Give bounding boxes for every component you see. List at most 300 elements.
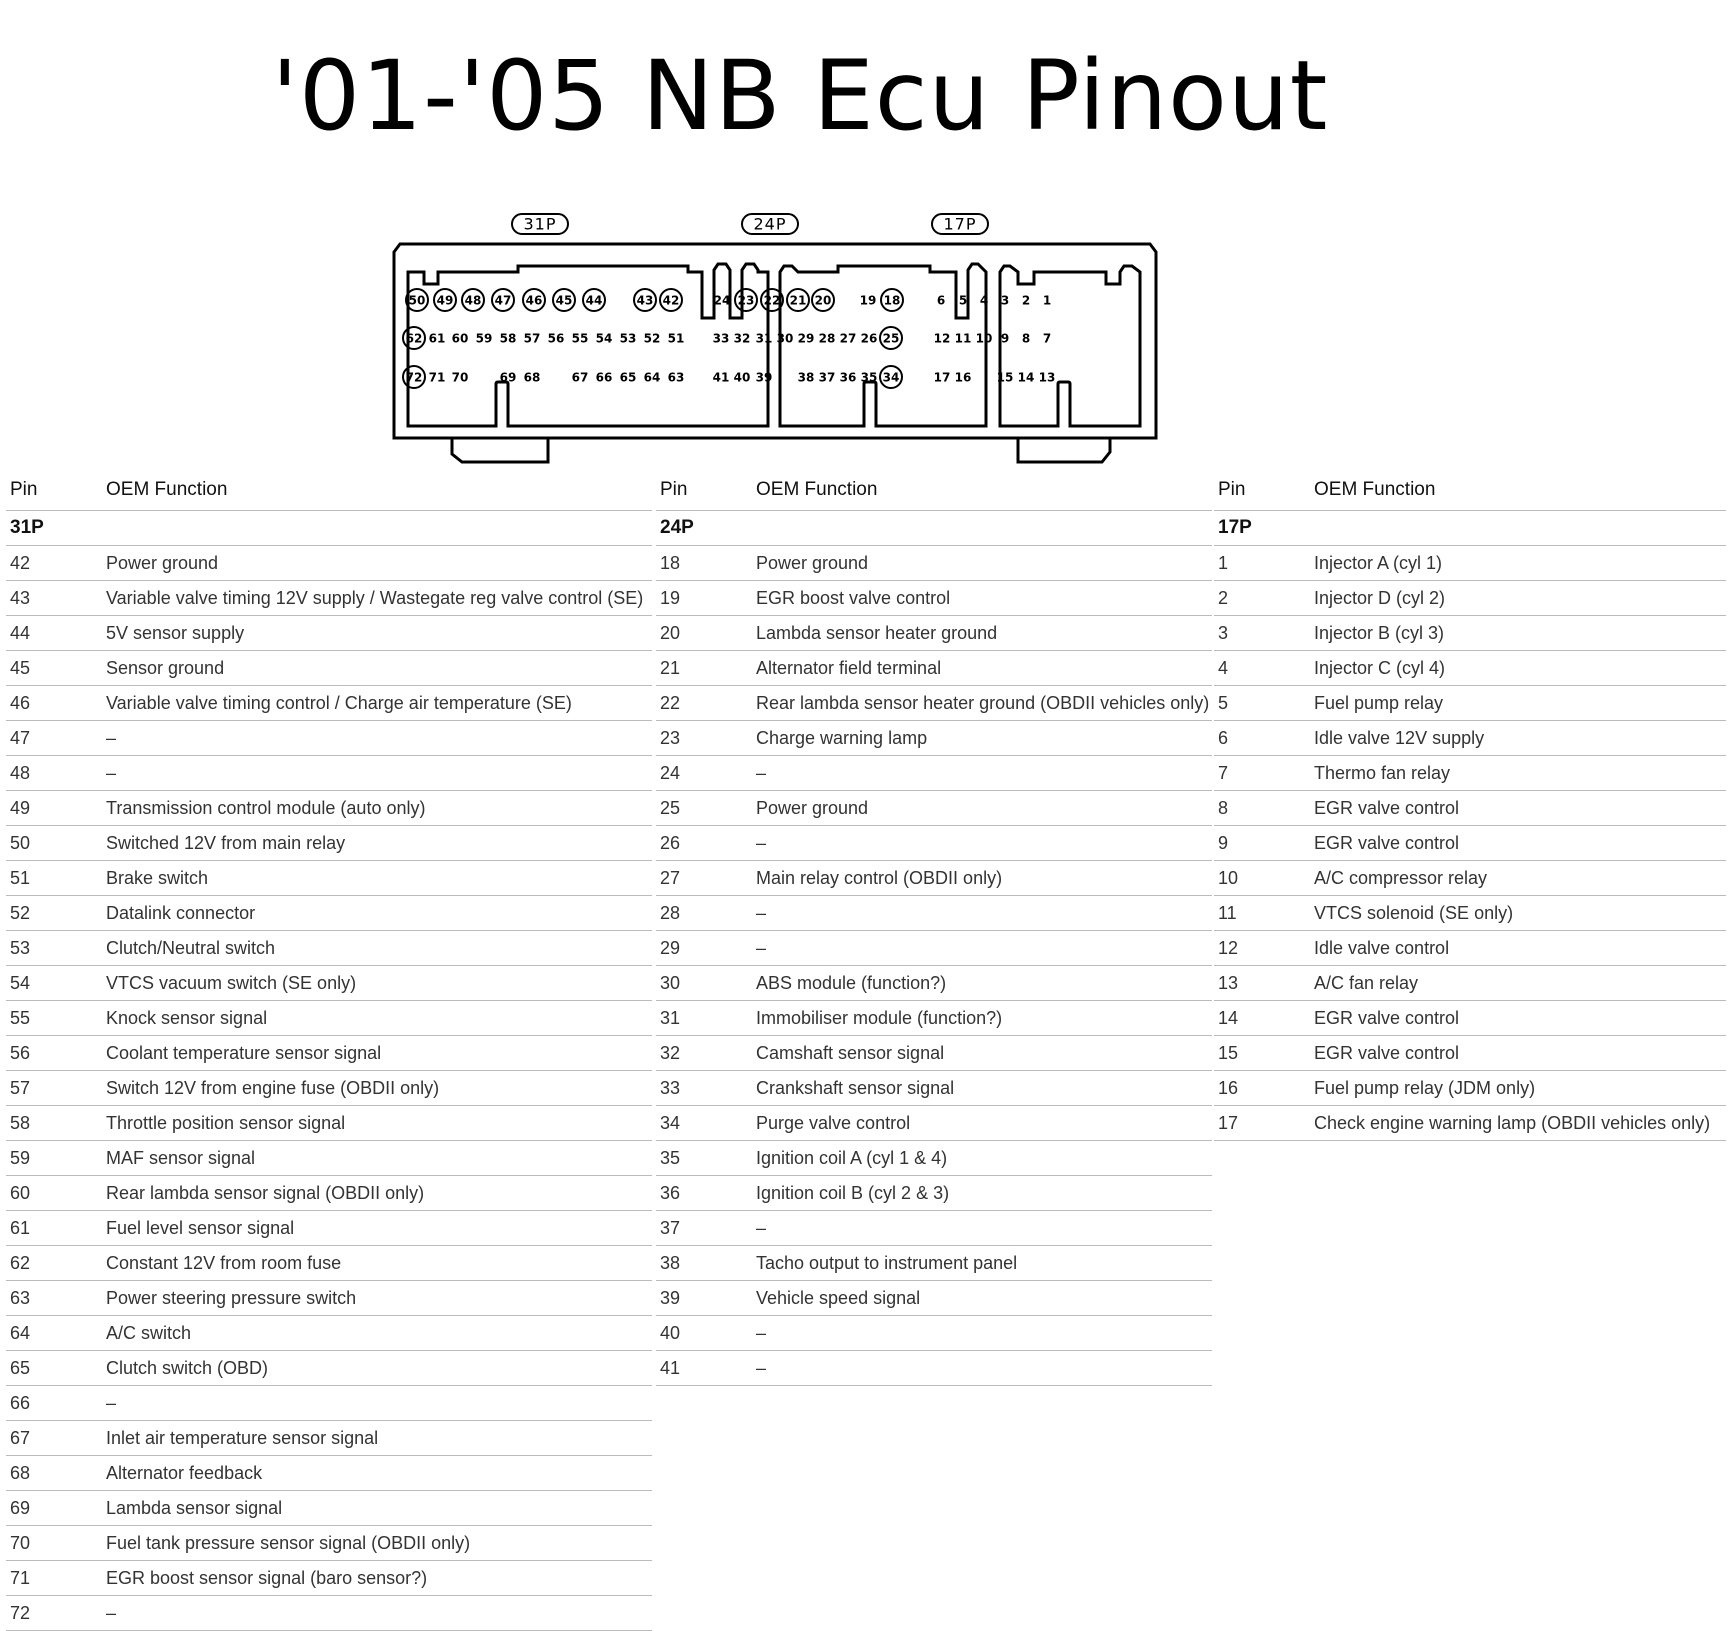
group-row <box>1214 511 1726 546</box>
page-title: '01-'05 NB Ecu Pinout <box>271 40 1329 152</box>
table-row <box>6 686 652 721</box>
pin-function: MAF sensor signal <box>106 1147 256 1168</box>
pin-14 <box>1018 371 1035 385</box>
table-row <box>6 721 652 756</box>
pin-number: 52 <box>10 902 31 923</box>
pin-number-label: 19 <box>859 293 877 308</box>
pin-number-label: 55 <box>571 331 589 346</box>
table-row <box>6 1351 652 1386</box>
pin-number-label: 53 <box>619 331 637 346</box>
table-row <box>656 651 1212 686</box>
table-row <box>1214 931 1726 966</box>
pin-function: Lambda sensor heater ground <box>756 622 998 643</box>
pin-number: 11 <box>1218 902 1237 923</box>
pin-number: 5 <box>1218 692 1229 713</box>
pin-number-label: 14 <box>1017 370 1035 385</box>
pin-number-label: 27 <box>839 331 857 346</box>
table-row <box>656 581 1212 616</box>
table-row <box>6 791 652 826</box>
pin-number-label: 35 <box>860 370 878 385</box>
table-row <box>656 1071 1212 1106</box>
pin-35 <box>861 371 878 385</box>
table-row <box>656 686 1212 721</box>
pin-number-label: 30 <box>776 331 794 346</box>
pin-function: Variable valve timing 12V supply / Wastegate reg valve control (SE) <box>106 587 644 608</box>
pin-number-label: 44 <box>585 293 603 308</box>
pin-5 <box>959 294 967 308</box>
pin-function: VTCS solenoid (SE only) <box>1314 902 1514 923</box>
pin-number: 69 <box>10 1497 31 1518</box>
pin-function: Charge warning lamp <box>756 727 928 748</box>
pin-number: 42 <box>10 552 31 573</box>
table-row <box>6 1561 652 1596</box>
pin-function: Coolant temperature sensor signal <box>106 1042 382 1063</box>
pin-function: Camshaft sensor signal <box>756 1042 945 1063</box>
table-row <box>656 791 1212 826</box>
table-row <box>6 1071 652 1106</box>
mount-tab-left <box>452 438 548 462</box>
table-row <box>656 1211 1212 1246</box>
pin-number: 7 <box>1218 762 1229 783</box>
pin-function: Ignition coil B (cyl 2 & 3) <box>756 1182 950 1203</box>
pin-number-label: 25 <box>882 331 900 346</box>
table-row <box>656 721 1212 756</box>
connector-labels <box>512 214 988 234</box>
pin-number: 65 <box>10 1357 31 1378</box>
table-row <box>6 1421 652 1456</box>
pin-number-label: 54 <box>595 331 613 346</box>
pin-function: Power ground <box>106 552 219 573</box>
table-row <box>6 896 652 931</box>
pin-function: 5V sensor supply <box>106 622 245 643</box>
pin-number: 34 <box>660 1112 681 1133</box>
pin-number: 43 <box>10 587 31 608</box>
table-row <box>6 546 652 581</box>
pin-number-label: 29 <box>797 331 815 346</box>
table-17p <box>1214 470 1726 1141</box>
pin-function: EGR valve control <box>1314 1007 1460 1028</box>
pin-number-label: 31 <box>755 331 773 346</box>
pin-number-label: 15 <box>996 370 1014 385</box>
pin-number: 1 <box>1218 552 1229 573</box>
pin-number: 45 <box>10 657 31 678</box>
pin-function: – <box>756 937 767 958</box>
connector-label-24p <box>742 214 798 234</box>
connector-label-text: 17P <box>943 214 977 234</box>
pin-number-label: 42 <box>662 293 680 308</box>
pin-number: 67 <box>10 1427 31 1448</box>
pin-number-label: 45 <box>555 293 573 308</box>
pin-number-label: 21 <box>789 293 807 308</box>
pin-function: Rear lambda sensor heater ground (OBDII vehicles only) <box>756 692 1210 713</box>
pin-number: 33 <box>660 1077 681 1098</box>
pin-54 <box>596 332 613 346</box>
pin-40 <box>734 371 751 385</box>
pin-number: 58 <box>10 1112 31 1133</box>
pin-number: 63 <box>10 1287 31 1308</box>
pin-number-label: 46 <box>525 293 543 308</box>
pin-3 <box>1001 294 1009 308</box>
pin-number-label: 61 <box>428 331 446 346</box>
pin-23 <box>735 289 757 311</box>
header-function: OEM Function <box>106 479 228 500</box>
table-31p <box>6 470 652 1631</box>
pin-number-label: 50 <box>408 293 426 308</box>
table-row <box>6 1141 652 1176</box>
table-rows <box>1214 546 1726 1141</box>
pin-number: 49 <box>10 797 31 818</box>
pin-number-label: 68 <box>523 370 541 385</box>
pin-number-label: 72 <box>405 370 423 385</box>
pin-number-label: 4 <box>979 293 989 308</box>
pin-number-label: 41 <box>712 370 730 385</box>
table-rows <box>656 546 1212 1386</box>
table-row <box>656 1106 1212 1141</box>
group-label: 24P <box>660 517 694 538</box>
pin-function: Immobiliser module (function?) <box>756 1007 1003 1028</box>
table-row <box>1214 966 1726 1001</box>
pin-number-label: 9 <box>1000 331 1010 346</box>
pin-number-label: 71 <box>428 370 446 385</box>
pin-function: – <box>106 762 117 783</box>
pin-46 <box>523 289 545 311</box>
pin-function: – <box>756 762 767 783</box>
pin-43 <box>634 289 656 311</box>
pin-26 <box>861 332 878 346</box>
table-header <box>656 470 1212 511</box>
table-row <box>6 1106 652 1141</box>
table-row <box>6 581 652 616</box>
pin-number: 70 <box>10 1532 31 1553</box>
pin-function: Variable valve timing control / Charge air temperature (SE) <box>106 692 572 713</box>
pin-number-label: 28 <box>818 331 836 346</box>
pin-number: 6 <box>1218 727 1229 748</box>
pin-function: A/C compressor relay <box>1314 867 1488 888</box>
table-row <box>1214 686 1726 721</box>
pin-function: Lambda sensor signal <box>106 1497 283 1518</box>
pin-number: 17 <box>1218 1112 1239 1133</box>
pin-number: 22 <box>660 692 681 713</box>
pin-number: 64 <box>10 1322 31 1343</box>
pin-number-label: 23 <box>737 293 755 308</box>
pin-37 <box>819 371 836 385</box>
pin-number-label: 39 <box>755 370 773 385</box>
pin-21 <box>787 289 809 311</box>
pin-function: Vehicle speed signal <box>756 1287 921 1308</box>
table-rows <box>6 546 652 1631</box>
pin-number-label: 63 <box>667 370 685 385</box>
table-row <box>6 1386 652 1421</box>
pin-number: 44 <box>10 622 31 643</box>
header-pin: Pin <box>1218 479 1246 500</box>
pin-59 <box>476 332 493 346</box>
pin-number-label: 2 <box>1021 293 1031 308</box>
pin-function: Sensor ground <box>106 657 225 678</box>
pin-function: Check engine warning lamp (OBDII vehicles only) <box>1314 1112 1711 1133</box>
pin-number: 38 <box>660 1252 681 1273</box>
pin-number: 56 <box>10 1042 31 1063</box>
pin-number-label: 47 <box>494 293 512 308</box>
table-row <box>1214 616 1726 651</box>
pin-number-label: 12 <box>933 331 951 346</box>
table-row <box>6 1316 652 1351</box>
pin-number-label: 52 <box>643 331 661 346</box>
pin-function: Injector C (cyl 4) <box>1314 657 1446 678</box>
table-row <box>6 1211 652 1246</box>
pin-number-label: 22 <box>763 293 781 308</box>
table-row <box>656 756 1212 791</box>
pin-15 <box>997 371 1014 385</box>
table-row <box>6 1036 652 1071</box>
pin-39 <box>756 371 773 385</box>
pin-55 <box>572 332 589 346</box>
pin-function: ABS module (function?) <box>756 972 947 993</box>
pin-function: Switched 12V from main relay <box>106 832 346 853</box>
table-header <box>1214 470 1726 511</box>
pin-22 <box>761 289 783 311</box>
pin-number: 36 <box>660 1182 681 1203</box>
pin-number: 48 <box>10 762 31 783</box>
connector-label-text: 24P <box>753 214 787 234</box>
pin-number: 19 <box>660 587 681 608</box>
pin-65 <box>620 371 637 385</box>
pin-64 <box>644 371 661 385</box>
pin-72 <box>403 366 425 388</box>
pin-number-label: 51 <box>667 331 685 346</box>
pin-number: 68 <box>10 1462 31 1483</box>
pin-number-label: 64 <box>643 370 661 385</box>
pin-19 <box>860 294 877 308</box>
pin-58 <box>500 332 517 346</box>
pin-number-label: 67 <box>571 370 589 385</box>
table-row <box>1214 861 1726 896</box>
pin-number: 9 <box>1218 832 1229 853</box>
table-row <box>6 1176 652 1211</box>
pin-45 <box>553 289 575 311</box>
pin-62 <box>403 327 425 349</box>
table-row <box>6 756 652 791</box>
pin-function: Switch 12V from engine fuse (OBDII only) <box>106 1077 440 1098</box>
group-label: 17P <box>1218 517 1252 538</box>
pin-number-label: 65 <box>619 370 637 385</box>
table-row <box>1214 546 1726 581</box>
pin-number-label: 7 <box>1042 331 1052 346</box>
pin-number-label: 58 <box>499 331 517 346</box>
pin-71 <box>429 371 446 385</box>
table-row <box>1214 1036 1726 1071</box>
pin-42 <box>660 289 682 311</box>
pin-49 <box>434 289 456 311</box>
pin-number-label: 33 <box>712 331 730 346</box>
table-row <box>656 1281 1212 1316</box>
pin-number: 14 <box>1218 1007 1239 1028</box>
pin-number: 55 <box>10 1007 31 1028</box>
pin-24 <box>714 294 731 308</box>
pin-function: Transmission control module (auto only) <box>106 797 426 818</box>
pin-function: EGR valve control <box>1314 832 1460 853</box>
pin-number: 71 <box>10 1567 31 1588</box>
pin-28 <box>819 332 836 346</box>
pin-function: – <box>756 1217 767 1238</box>
pin-number: 15 <box>1218 1042 1239 1063</box>
table-row <box>656 1141 1212 1176</box>
table-row <box>1214 651 1726 686</box>
table-row <box>656 931 1212 966</box>
pin-16 <box>955 371 972 385</box>
group-row <box>6 511 652 546</box>
pin-number-label: 11 <box>954 331 972 346</box>
pin-67 <box>572 371 589 385</box>
pin-27 <box>840 332 857 346</box>
pin-function: Purge valve control <box>756 1112 911 1133</box>
header-function: OEM Function <box>756 479 878 500</box>
table-row <box>1214 1071 1726 1106</box>
pin-number-label: 38 <box>797 370 815 385</box>
pin-number: 37 <box>660 1217 681 1238</box>
pin-number-label: 62 <box>405 331 423 346</box>
pin-number: 54 <box>10 972 31 993</box>
pin-function: Crankshaft sensor signal <box>756 1077 955 1098</box>
pin-function: Power ground <box>756 797 869 818</box>
pin-function: Thermo fan relay <box>1314 762 1451 783</box>
pin-number-label: 24 <box>713 293 731 308</box>
ecu-connector-diagram <box>380 210 1160 470</box>
pin-number: 32 <box>660 1042 681 1063</box>
pin-number: 2 <box>1218 587 1229 608</box>
pin-function: EGR boost sensor signal (baro sensor?) <box>106 1567 428 1588</box>
pin-function: Ignition coil A (cyl 1 & 4) <box>756 1147 948 1168</box>
pin-function: Injector A (cyl 1) <box>1314 552 1443 573</box>
pin-number: 13 <box>1218 972 1239 993</box>
pin-25 <box>880 327 902 349</box>
pin-function: Main relay control (OBDII only) <box>756 867 1003 888</box>
pin-number: 28 <box>660 902 681 923</box>
table-row <box>656 861 1212 896</box>
pin-number: 24 <box>660 762 681 783</box>
table-row <box>6 1001 652 1036</box>
pin-function: – <box>756 902 767 923</box>
pin-number: 46 <box>10 692 31 713</box>
pin-number: 57 <box>10 1077 31 1098</box>
pin-function: Inlet air temperature sensor signal <box>106 1427 379 1448</box>
pin-number-label: 1 <box>1042 293 1052 308</box>
pin-70 <box>452 371 469 385</box>
pin-12 <box>934 332 951 346</box>
pin-number: 16 <box>1218 1077 1239 1098</box>
pin-number: 20 <box>660 622 681 643</box>
pin-66 <box>596 371 613 385</box>
pin-11 <box>955 332 972 346</box>
pin-number-label: 5 <box>958 293 968 308</box>
table-row <box>6 826 652 861</box>
pin-number: 53 <box>10 937 31 958</box>
pin-18 <box>881 289 903 311</box>
pin-number: 12 <box>1218 937 1239 958</box>
pin-number-label: 66 <box>595 370 613 385</box>
pin-number-label: 49 <box>436 293 454 308</box>
group-row <box>656 511 1212 546</box>
block-17p <box>1000 266 1140 426</box>
pin-number-label: 6 <box>936 293 946 308</box>
pin-function: Throttle position sensor signal <box>106 1112 346 1133</box>
pin-number-label: 48 <box>464 293 482 308</box>
pin-number: 30 <box>660 972 681 993</box>
pin-function: A/C switch <box>106 1322 192 1343</box>
pin-number-label: 20 <box>814 293 832 308</box>
table-row <box>6 1456 652 1491</box>
pin-number-label: 16 <box>954 370 972 385</box>
table-row <box>656 1246 1212 1281</box>
pin-function: Tacho output to instrument panel <box>756 1252 1018 1273</box>
table-row <box>1214 756 1726 791</box>
pin-number-label: 70 <box>451 370 469 385</box>
pin-number-label: 18 <box>883 293 901 308</box>
pin-number: 66 <box>10 1392 31 1413</box>
table-row <box>1214 721 1726 756</box>
pin-50 <box>406 289 428 311</box>
pin-47 <box>492 289 514 311</box>
table-row <box>656 1001 1212 1036</box>
pin-4 <box>980 294 988 308</box>
pin-function: Rear lambda sensor signal (OBDII only) <box>106 1182 425 1203</box>
connector-label-31p <box>512 214 568 234</box>
table-row <box>656 826 1212 861</box>
pin-number-label: 59 <box>475 331 493 346</box>
pin-number: 51 <box>10 867 31 888</box>
pin-function: Idle valve 12V supply <box>1314 727 1485 748</box>
pin-52 <box>644 332 661 346</box>
table-row <box>1214 826 1726 861</box>
pin-2 <box>1022 294 1030 308</box>
pin-10 <box>976 332 993 346</box>
pin-31 <box>756 332 773 346</box>
table-row <box>656 966 1212 1001</box>
pin-number-label: 32 <box>733 331 751 346</box>
pin-function: A/C fan relay <box>1314 972 1419 993</box>
table-row <box>656 616 1212 651</box>
pin-number-label: 13 <box>1038 370 1056 385</box>
pin-17 <box>934 371 951 385</box>
pin-function: Knock sensor signal <box>106 1007 268 1028</box>
pin-57 <box>524 332 541 346</box>
table-row <box>6 651 652 686</box>
table-header <box>6 470 652 511</box>
table-row <box>656 1036 1212 1071</box>
pin-function: – <box>756 832 767 853</box>
pin-number: 25 <box>660 797 681 818</box>
pin-number-label: 34 <box>882 370 900 385</box>
pin-function: Alternator field terminal <box>756 657 942 678</box>
table-row <box>6 1526 652 1561</box>
pin-number: 72 <box>10 1602 31 1623</box>
pin-function: Fuel pump relay (JDM only) <box>1314 1077 1536 1098</box>
table-row <box>1214 1001 1726 1036</box>
table-row <box>1214 1106 1726 1141</box>
pin-53 <box>620 332 637 346</box>
pin-function: EGR boost valve control <box>756 587 951 608</box>
table-row <box>656 896 1212 931</box>
pin-number: 50 <box>10 832 31 853</box>
pin-1 <box>1043 294 1051 308</box>
pin-38 <box>798 371 815 385</box>
pin-number-label: 40 <box>733 370 751 385</box>
table-24p <box>656 470 1212 1386</box>
pin-function: Fuel level sensor signal <box>106 1217 295 1238</box>
pin-number: 41 <box>660 1357 681 1378</box>
pin-function: Power ground <box>756 552 869 573</box>
pin-number: 40 <box>660 1322 681 1343</box>
pin-number: 4 <box>1218 657 1229 678</box>
